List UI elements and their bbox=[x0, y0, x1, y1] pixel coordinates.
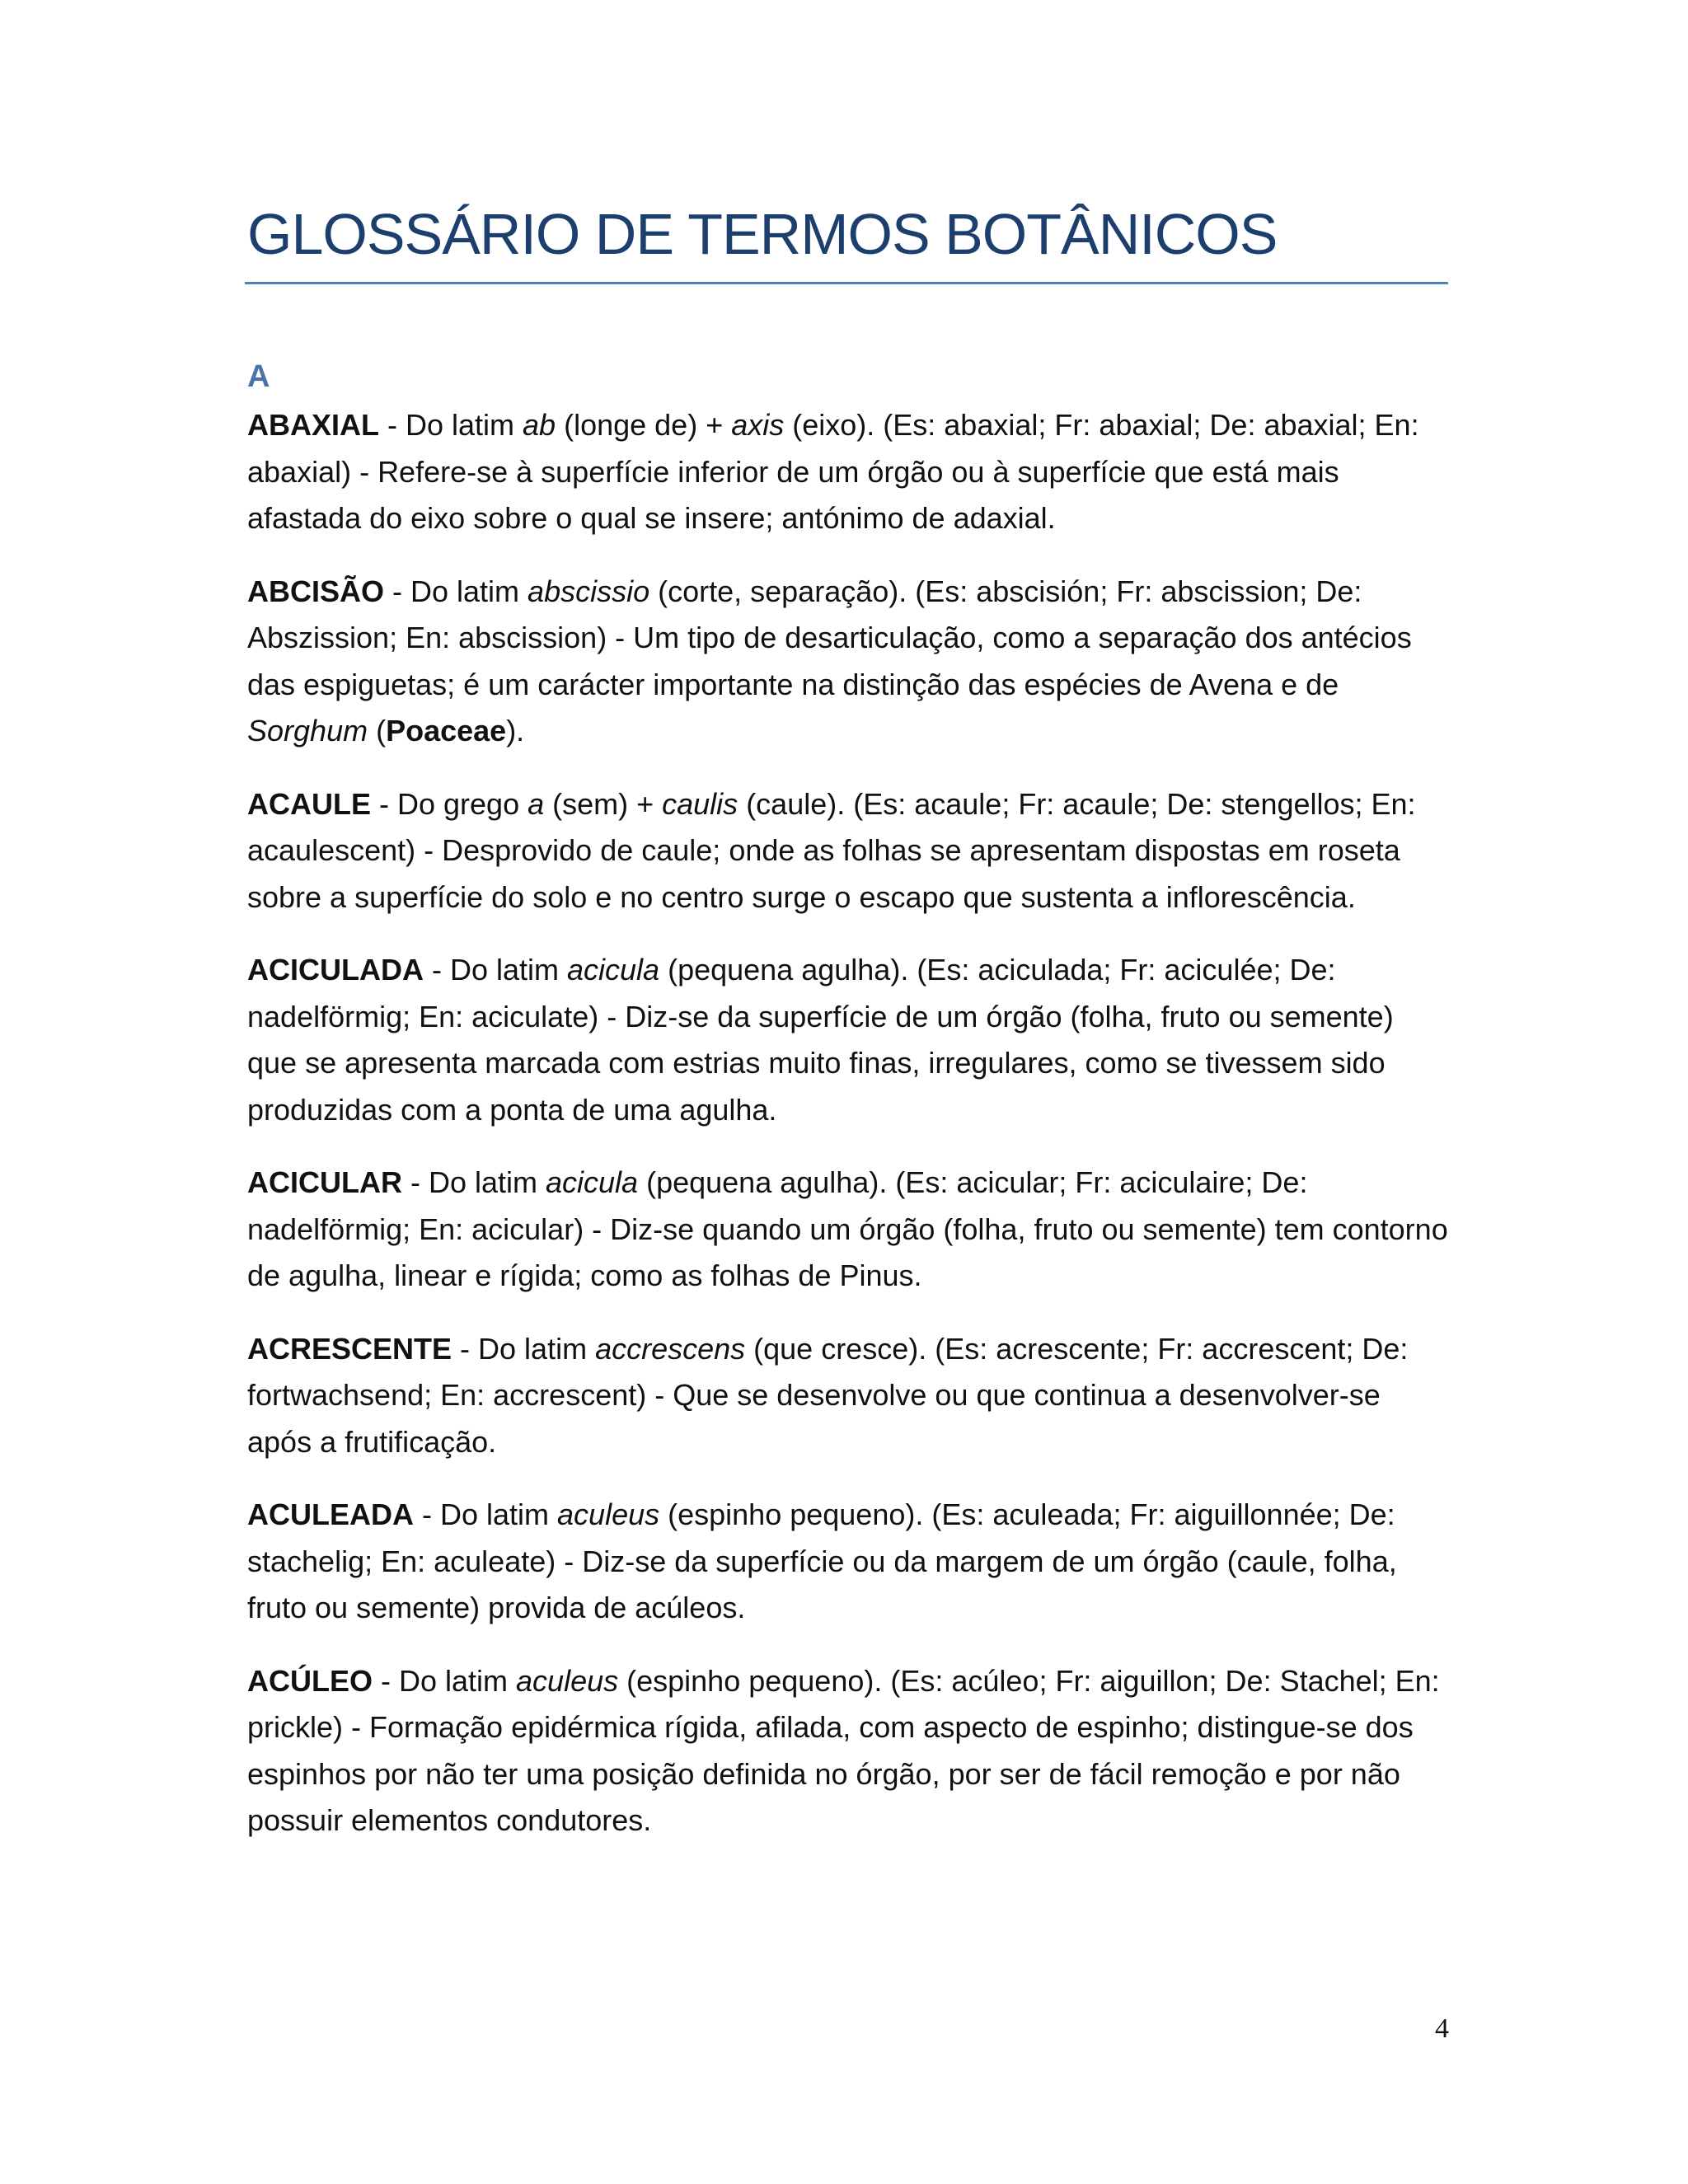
entry-term: ACICULADA bbox=[247, 953, 424, 987]
glossary-entry bbox=[247, 947, 1451, 1133]
entry-italic-text: ab bbox=[523, 408, 556, 442]
entry-text: (caule). (Es: acaule; Fr: acaule; De: stengellos; En: acaulescent) - Desprovido de caule; onde as folhas se apresentam dispostas em roseta sobre a superfície do solo e no centro surge o escapo que sustenta a inflorescência. bbox=[247, 786, 1416, 914]
entry-text: (pequena agulha). (Es: acicular; Fr: aciculaire; De: nadelförmig; En: acicular) - Diz-se quando um órgão (folha, fruto ou semente) tem contorno de agulha, linear e rígida; como as folhas de Pinus. bbox=[247, 1165, 1448, 1292]
entry-italic-text: abscissio bbox=[528, 574, 650, 608]
entry-text: - Do latim bbox=[414, 1497, 558, 1531]
entry-italic-text: aculeus bbox=[516, 1663, 619, 1698]
entry-italic-text: accrescens bbox=[595, 1331, 746, 1366]
entry-term: ACRESCENTE bbox=[247, 1331, 452, 1366]
entry-text: (pequena agulha). (Es: aciculada; Fr: aciculée; De: nadelförmig; En: aciculate) - Diz-se da superfície de um órgão (folha, fruto ou semente) que se apresenta marcada com estrias muito finas, irregulares, como se tivessem sido produzidas com a ponta de uma agulha. bbox=[247, 953, 1394, 1127]
page-title: GLOSSÁRIO DE TERMOS BOTÂNICOS bbox=[247, 202, 1278, 266]
entry-text: (espinho pequeno). (Es: acúleo; Fr: aiguillon; De: Stachel; En: prickle) - Formação epidérmica rígida, afilada, com aspecto de espinho; distingue-se dos espinhos por não ter uma posição definida no órgão, por ser de fácil remoção e por não possuir elementos condutores. bbox=[247, 1663, 1440, 1837]
entry-text: ( bbox=[368, 714, 387, 748]
section-letter-heading: A bbox=[247, 359, 270, 394]
entry-italic-text: aculeus bbox=[557, 1497, 660, 1531]
entry-text: (corte, separação). (Es: abscisión; Fr: abscission; De: Abszission; En: abscission) - Um tipo de desarticulação, como a separação dos antécios das espiguetas; é um carácter importante na distinção das espécies de Avena e de bbox=[247, 574, 1412, 701]
entry-text: - Do latim bbox=[379, 408, 523, 442]
glossary-entry bbox=[247, 1326, 1451, 1466]
entry-text: - Do latim bbox=[423, 953, 568, 987]
entry-italic-text: acicula bbox=[546, 1165, 639, 1199]
entry-term: ABCISÃO bbox=[247, 574, 385, 608]
glossary-entry bbox=[247, 402, 1451, 542]
entry-term: ACAULE bbox=[247, 786, 371, 821]
entry-text: (que cresce). (Es: acrescente; Fr: accrescent; De: fortwachsend; En: accrescent) - Que se desenvolve ou que continua a desenvolver-se após a frutificação. bbox=[247, 1331, 1409, 1459]
page-number: 4 bbox=[1435, 2013, 1449, 2044]
glossary-entry bbox=[247, 1160, 1451, 1300]
entry-italic-text: axis bbox=[731, 408, 785, 442]
entry-text: (longe de) + bbox=[556, 408, 732, 442]
entry-text: - Do latim bbox=[452, 1331, 596, 1366]
entry-text: - Do latim bbox=[401, 1165, 546, 1199]
entry-text: ). bbox=[506, 714, 525, 748]
entry-italic-text: acicula bbox=[567, 953, 660, 987]
entry-text: (sem) + bbox=[544, 786, 663, 821]
entry-text: - Do latim bbox=[384, 574, 528, 608]
glossary-entries bbox=[247, 402, 1451, 1871]
entry-italic-text: caulis bbox=[662, 786, 738, 821]
entry-term: ACICULAR bbox=[247, 1165, 402, 1199]
glossary-entry bbox=[247, 1658, 1451, 1844]
entry-text: - Do grego bbox=[371, 786, 528, 821]
entry-term: ACÚLEO bbox=[247, 1663, 373, 1698]
glossary-entry bbox=[247, 569, 1451, 755]
entry-text: (eixo). (Es: abaxial; Fr: abaxial; De: abaxial; En: abaxial) - Refere-se à superfície inferior de um órgão ou à superfície que está mais afastada do eixo sobre o qual se insere; antónimo de adaxial. bbox=[247, 408, 1419, 535]
entry-text: - Do latim bbox=[373, 1663, 517, 1698]
entry-italic-text: Sorghum bbox=[247, 714, 368, 748]
entry-term: ABAXIAL bbox=[247, 408, 379, 442]
entry-text: (espinho pequeno). (Es: aculeada; Fr: aiguillonnée; De: stachelig; En: aculeate) - Diz-se da superfície ou da margem de um órgão (caule, folha, fruto ou semente) provida de acúleos. bbox=[247, 1497, 1397, 1624]
glossary-entry bbox=[247, 1492, 1451, 1632]
glossary-entry bbox=[247, 781, 1451, 921]
entry-italic-text: a bbox=[528, 786, 545, 821]
title-underline bbox=[245, 282, 1448, 284]
entry-bold-text: Poaceae bbox=[386, 714, 507, 748]
entry-term: ACULEADA bbox=[247, 1497, 414, 1531]
